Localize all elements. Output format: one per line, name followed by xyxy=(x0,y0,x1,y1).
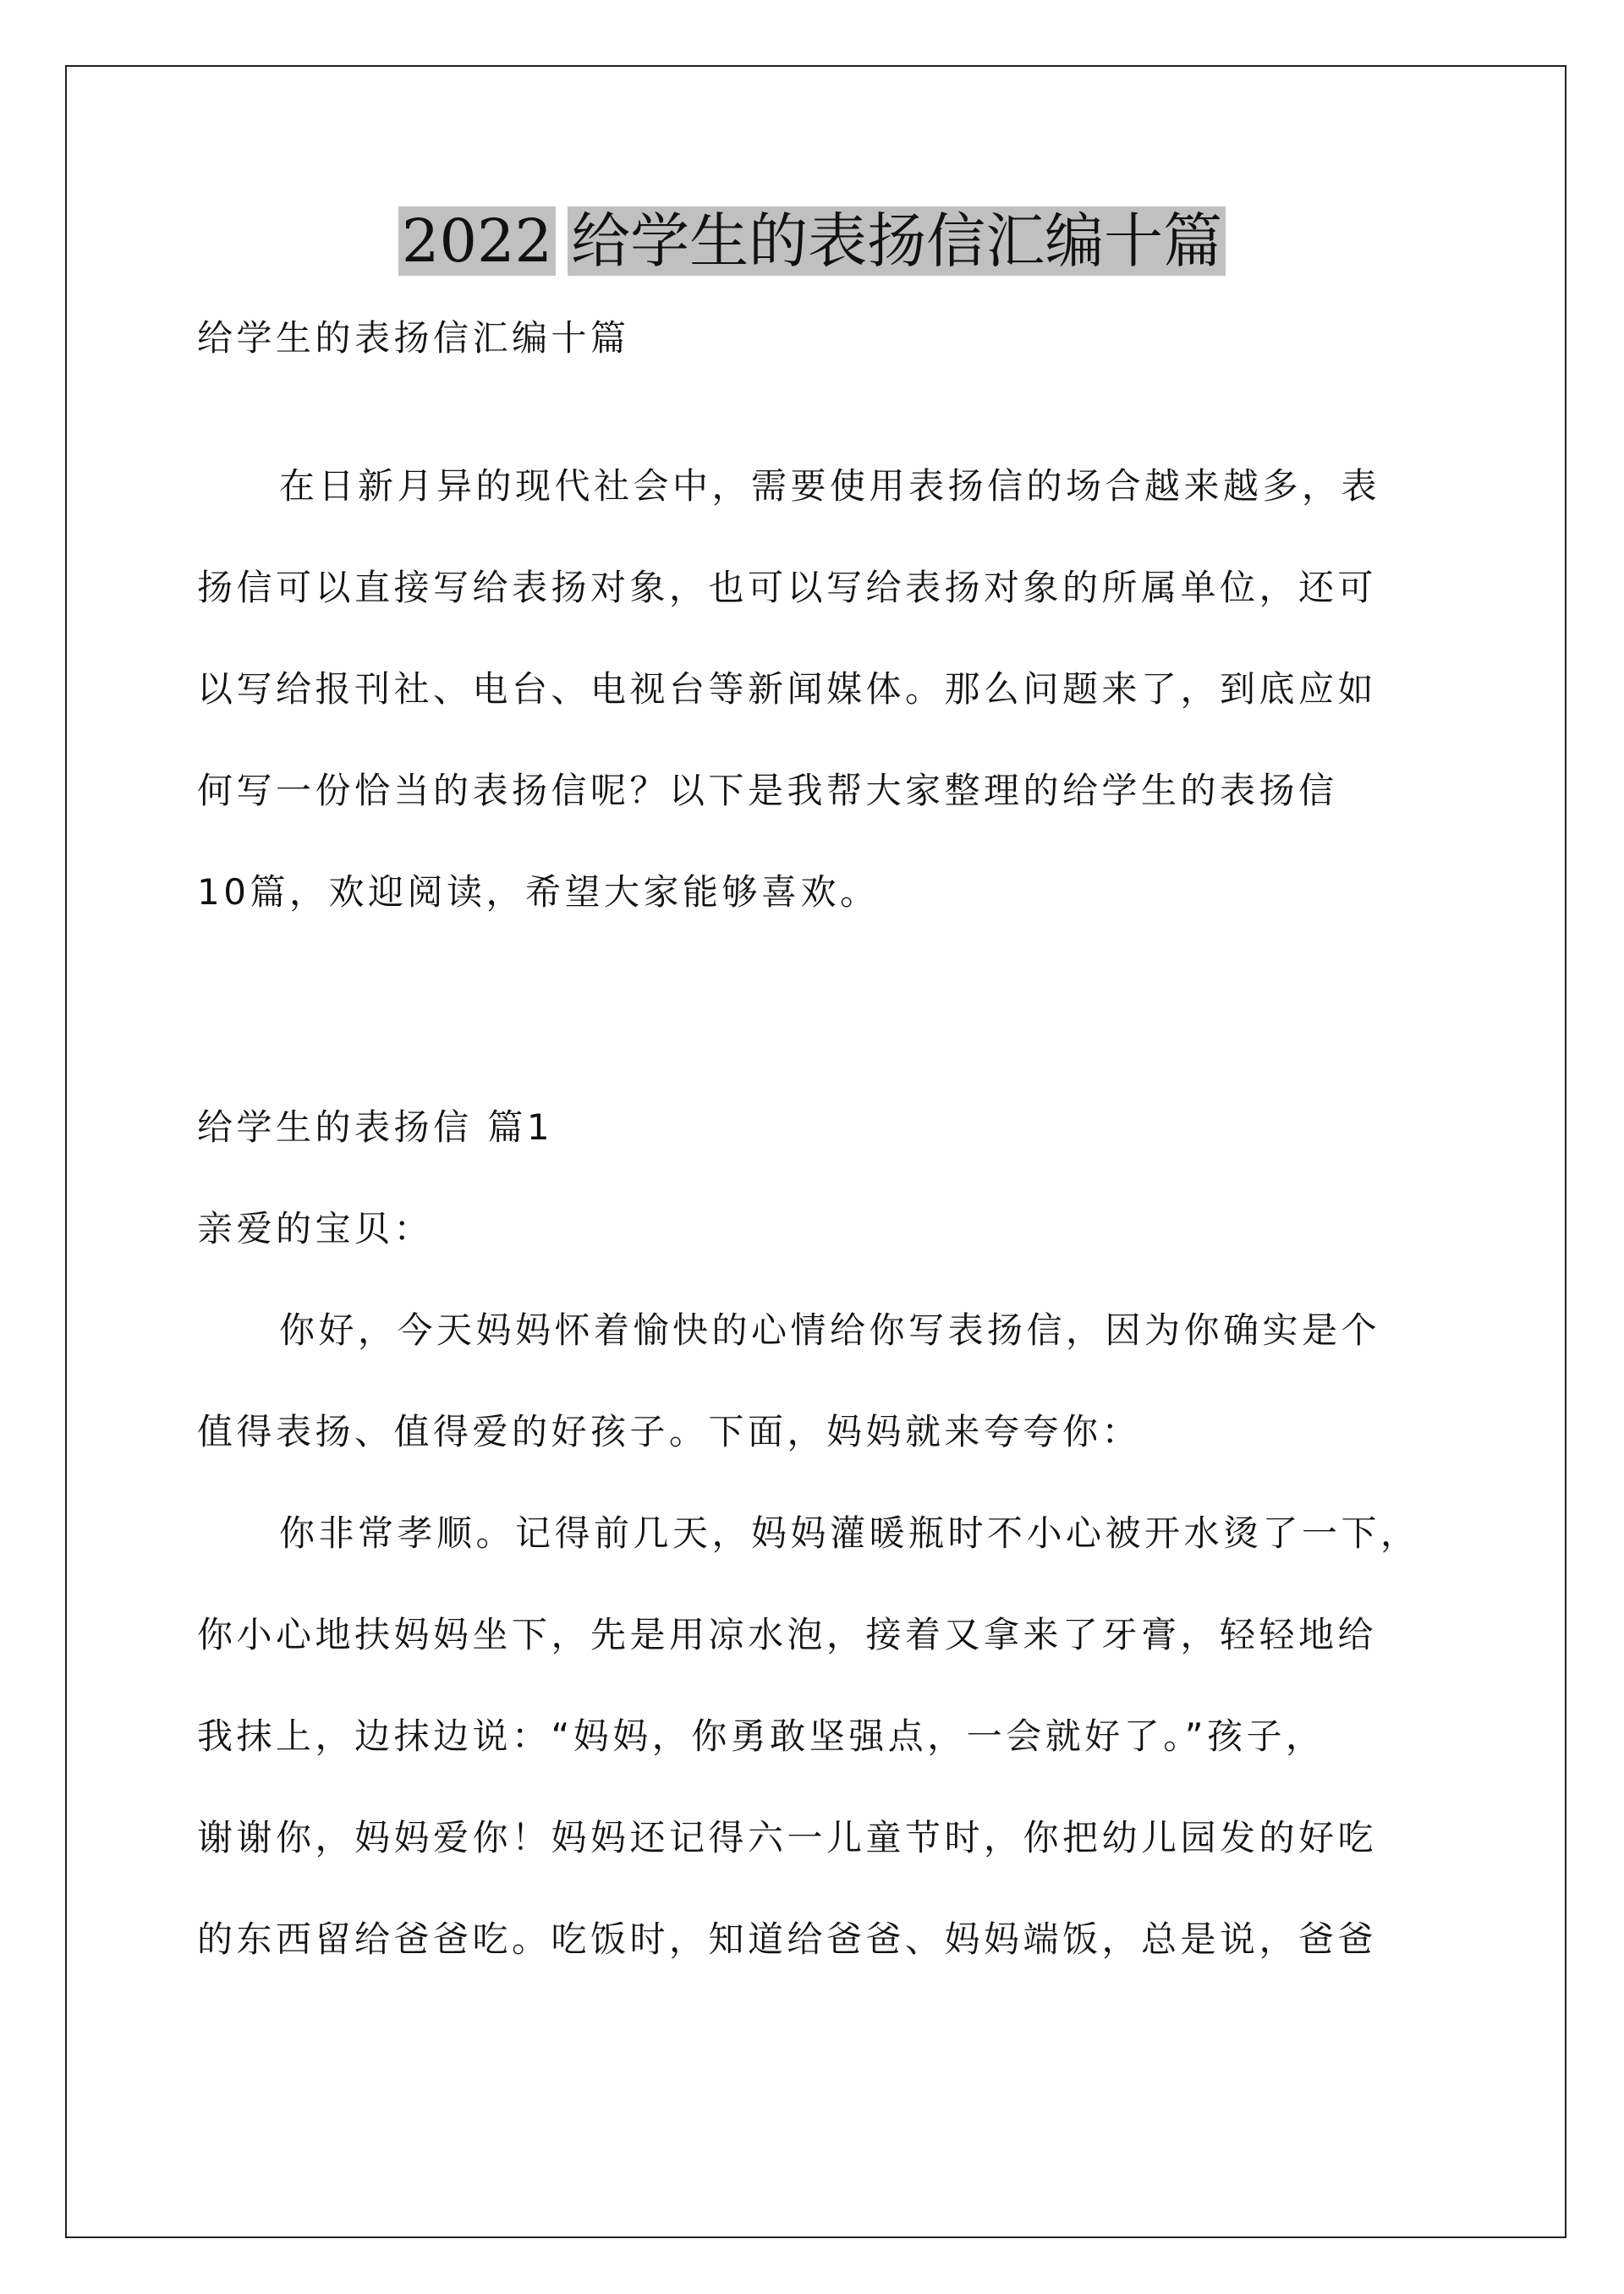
letter-line-6: 谢谢你，妈妈爱你！妈妈还记得六一儿童节时，你把幼儿园发的好吃 xyxy=(197,1817,1378,1858)
letter-line-5: 我抹上，边抹边说：“妈妈，你勇敢坚强点，一会就好了。”孩子， xyxy=(197,1715,1325,1757)
intro-line-4: 何写一份恰当的表扬信呢？以下是我帮大家整理的给学生的表扬信 xyxy=(197,770,1338,811)
title-text: 给学生的表扬信汇编十篇 xyxy=(568,206,1226,276)
intro-line-2: 扬信可以直接写给表扬对象，也可以写给表扬对象的所属单位，还可 xyxy=(197,567,1378,608)
intro-line-3: 以写给报刊社、电台、电视台等新闻媒体。那么问题来了，到底应如 xyxy=(197,668,1378,710)
page-border xyxy=(65,65,1566,2238)
title-year: 2022 xyxy=(398,206,556,276)
document-subtitle: 给学生的表扬信汇编十篇 xyxy=(197,317,630,359)
letter-line-4: 你小心地扶妈妈坐下，先是用凉水泡，接着又拿来了牙膏，轻轻地给 xyxy=(197,1614,1378,1655)
letter-line-7: 的东西留给爸爸吃。吃饭时，知道给爸爸、妈妈端饭，总是说，爸爸 xyxy=(197,1918,1378,1960)
letter-line-2: 值得表扬、值得爱的好孩子。下面，妈妈就来夸夸你： xyxy=(197,1411,1142,1452)
intro-line-5: 10篇，欢迎阅读，希望大家能够喜欢。 xyxy=(197,871,880,913)
document-title xyxy=(0,203,1624,279)
letter-line-1: 你好，今天妈妈怀着愉快的心情给你写表扬信，因为你确实是个 xyxy=(279,1309,1381,1351)
salutation: 亲爱的宝贝： xyxy=(197,1208,434,1249)
intro-line-1: 在日新月异的现代社会中，需要使用表扬信的场合越来越多，表 xyxy=(279,465,1381,507)
section-heading: 给学生的表扬信 篇1 xyxy=(197,1106,554,1148)
letter-line-3: 你非常孝顺。记得前几天，妈妈灌暖瓶时不小心被开水烫了一下， xyxy=(279,1512,1420,1554)
